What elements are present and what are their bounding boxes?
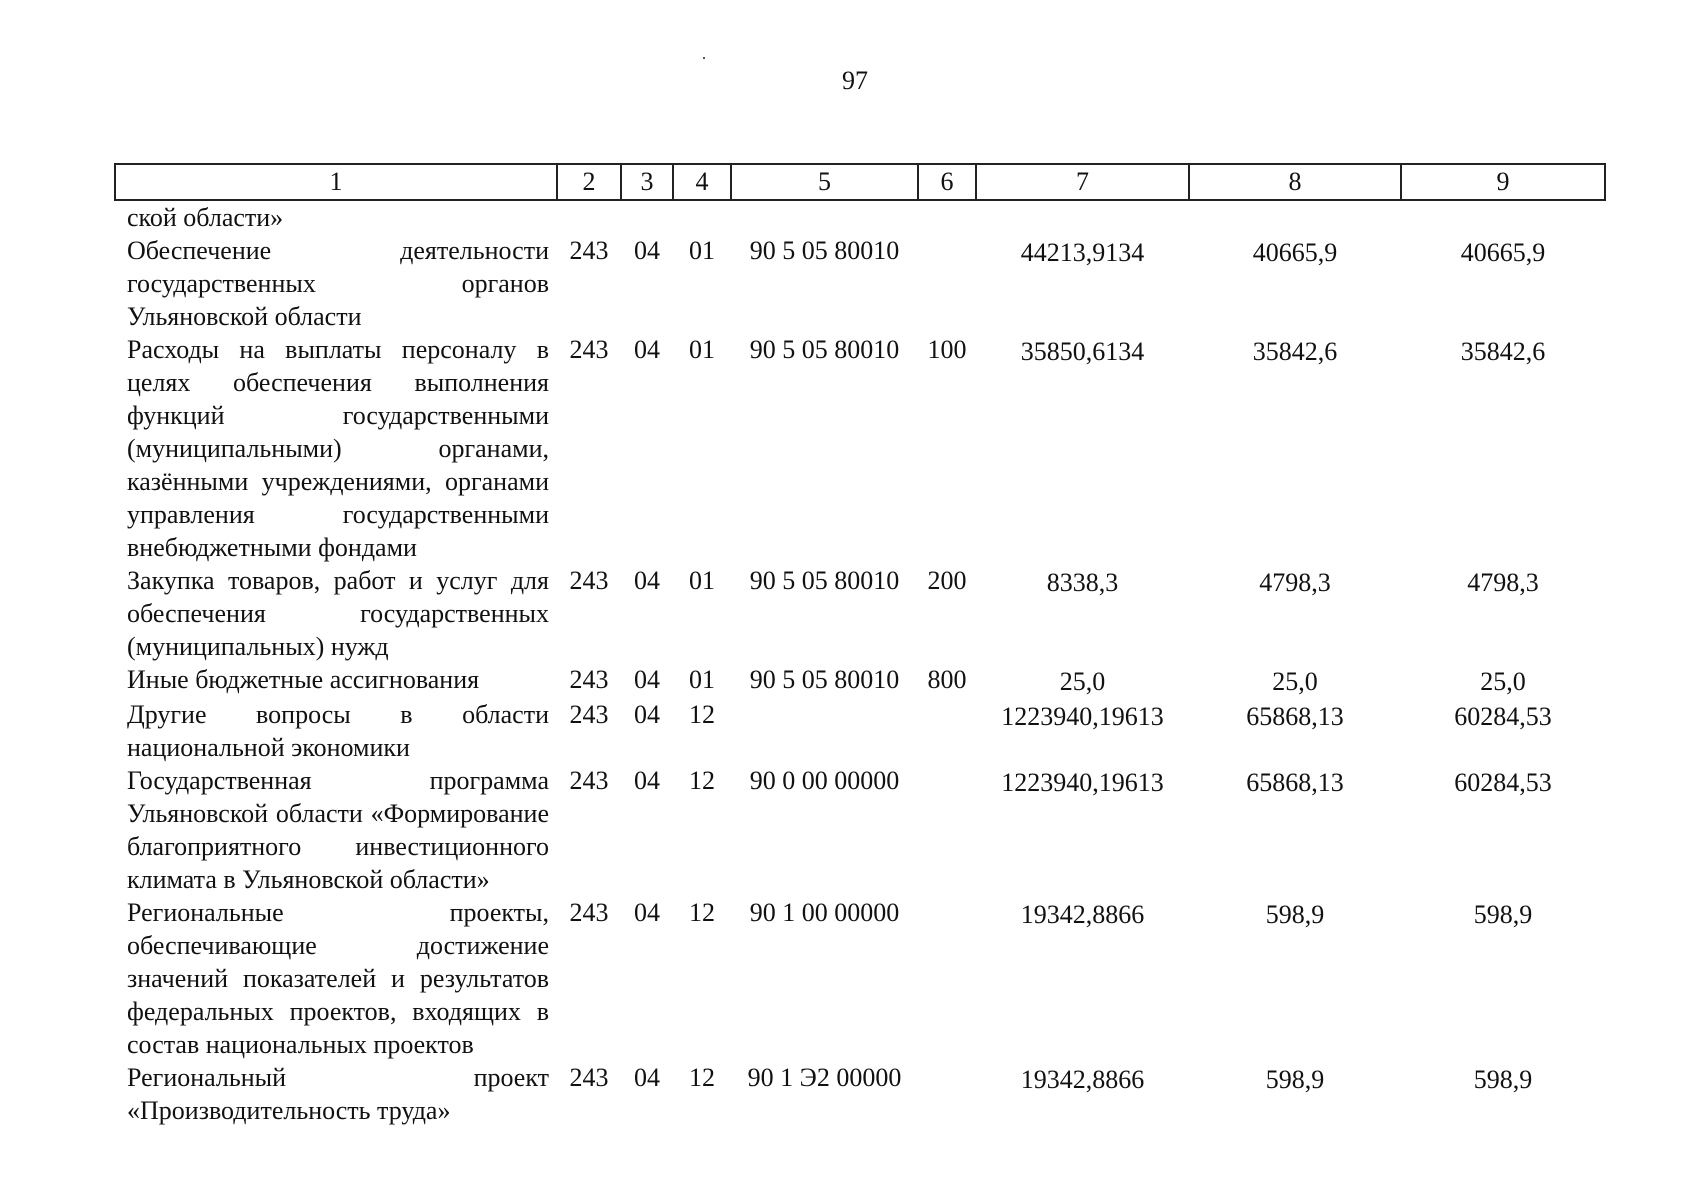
row-amount-col9: 40665,9 <box>1460 238 1546 267</box>
row-expense-type <box>918 698 976 764</box>
row-target-article: 90 5 05 80010 <box>749 665 900 694</box>
row-amount-col9: 35842,6 <box>1460 337 1546 366</box>
row-target-article: 90 0 00 00000 <box>749 766 900 795</box>
row-subsection-code: 12 <box>689 700 715 729</box>
row-amount-col8: 598,9 <box>1265 1065 1325 1094</box>
table-row <box>115 1061 1605 1127</box>
row-amount-col8: 4798,3 <box>1259 568 1331 597</box>
row-subsection-code: 12 <box>689 1063 715 1092</box>
row-name: Региональные проекты, обеспечивающие достижение значений показателей и результатов федеральных проектов, входящих в состав национальных проектов <box>127 898 549 1059</box>
row-name: Другие вопросы в области национальной экономики <box>127 700 549 762</box>
row-section-code: 04 <box>634 335 660 364</box>
table-row <box>115 896 1605 1061</box>
row-amount-col8: 35842,6 <box>1252 337 1338 366</box>
row-ministry-code: 243 <box>569 665 609 694</box>
table-row <box>115 200 1605 234</box>
row-amount-col8 <box>1189 200 1401 234</box>
row-target-article <box>731 200 918 234</box>
row-ministry-code: 243 <box>569 335 609 364</box>
row-expense-type <box>918 234 976 333</box>
row-ministry-code: 243 <box>569 766 609 795</box>
row-amount-col8: 65868,13 <box>1246 702 1344 731</box>
row-name: Государственная программа Ульяновской области «Формирование благоприятного инвестиционного климата в Ульяновской области» <box>127 766 549 894</box>
row-name: Закупка товаров, работ и услуг для обеспечения государственных (муниципальных) нужд <box>127 566 549 661</box>
row-expense-type: 800 <box>927 665 967 694</box>
row-expense-type <box>918 1061 976 1127</box>
header-col-2: 2 <box>557 164 621 200</box>
budget-table <box>114 163 1606 1127</box>
table-row <box>115 698 1605 764</box>
row-section-code: 04 <box>634 1063 660 1092</box>
row-subsection-code: 12 <box>689 766 715 795</box>
row-expense-type: 100 <box>927 335 967 364</box>
row-amount-col9: 4798,3 <box>1467 568 1539 597</box>
row-section-code: 04 <box>634 700 660 729</box>
row-name: Расходы на выплаты персоналу в целях обеспечения выполнения функций государственными (муниципальными) органами, казёнными учреждениями, органами управления государственными внебюджетными фондами <box>127 335 549 562</box>
header-col-3: 3 <box>621 164 673 200</box>
row-expense-type: 200 <box>927 566 967 595</box>
row-amount-col7: 8338,3 <box>1046 568 1119 597</box>
row-amount-col8: 25,0 <box>1272 667 1318 696</box>
row-amount-col7 <box>976 200 1189 234</box>
table-body <box>115 200 1605 1127</box>
table-row <box>115 333 1605 564</box>
row-target-article <box>731 698 918 764</box>
row-ministry-code: 243 <box>569 566 609 595</box>
header-col-5: 5 <box>731 164 918 200</box>
row-subsection-code: 01 <box>689 236 715 265</box>
row-target-article: 90 5 05 80010 <box>749 566 900 595</box>
row-amount-col7: 35850,6134 <box>1020 337 1145 366</box>
row-target-article: 90 1 Э2 00000 <box>747 1063 902 1092</box>
row-name: ской области» <box>127 203 284 232</box>
row-target-article: 90 5 05 80010 <box>749 335 900 364</box>
row-ministry-code <box>557 200 621 234</box>
row-expense-type <box>918 896 976 1061</box>
table-row <box>115 663 1605 698</box>
row-target-article: 90 1 00 00000 <box>749 898 900 927</box>
header-col-9: 9 <box>1401 164 1605 200</box>
scan-speck <box>703 57 705 59</box>
row-target-article: 90 5 05 80010 <box>749 236 900 265</box>
row-section-code <box>621 200 673 234</box>
row-amount-col8: 65868,13 <box>1246 768 1344 797</box>
row-amount-col9: 598,9 <box>1473 1065 1533 1094</box>
header-col-1: 1 <box>115 164 557 200</box>
row-section-code: 04 <box>634 898 660 927</box>
row-amount-col7: 19342,8866 <box>1020 900 1145 929</box>
row-amount-col9: 60284,53 <box>1454 768 1552 797</box>
row-amount-col7: 44213,9134 <box>1020 238 1145 267</box>
row-amount-col7: 19342,8866 <box>1020 1065 1145 1094</box>
row-amount-col8: 40665,9 <box>1252 238 1338 267</box>
row-subsection-code: 01 <box>689 335 715 364</box>
row-amount-col9 <box>1401 200 1605 234</box>
row-amount-col7: 1223940,19613 <box>1001 768 1164 797</box>
row-subsection-code: 12 <box>689 898 715 927</box>
row-subsection-code: 01 <box>689 566 715 595</box>
row-name: Региональный проект «Производительность труда» <box>127 1063 549 1125</box>
table-row <box>115 564 1605 663</box>
row-name: Иные бюджетные ассигнования <box>127 665 480 694</box>
header-col-8: 8 <box>1189 164 1401 200</box>
row-ministry-code: 243 <box>569 236 609 265</box>
header-col-7: 7 <box>976 164 1189 200</box>
table-row <box>115 764 1605 896</box>
row-amount-col7: 25,0 <box>1059 667 1106 696</box>
header-col-4: 4 <box>673 164 731 200</box>
row-amount-col9: 598,9 <box>1473 900 1533 929</box>
page-number: 97 <box>842 66 868 95</box>
row-amount-col9: 60284,53 <box>1454 702 1552 731</box>
table-header <box>115 164 1605 200</box>
row-amount-col7: 1223940,19613 <box>1001 702 1164 731</box>
row-ministry-code: 243 <box>569 1063 609 1092</box>
row-section-code: 04 <box>634 236 660 265</box>
row-section-code: 04 <box>634 566 660 595</box>
row-subsection-code: 01 <box>689 665 715 694</box>
row-name: Обеспечение деятельности государственных органов Ульяновской области <box>127 236 549 331</box>
header-row <box>115 164 1605 200</box>
header-col-6: 6 <box>918 164 976 200</box>
row-ministry-code: 243 <box>569 700 609 729</box>
table-row <box>115 234 1605 333</box>
row-amount-col9: 25,0 <box>1480 667 1526 696</box>
row-amount-col8: 598,9 <box>1265 900 1325 929</box>
row-section-code: 04 <box>634 766 660 795</box>
row-expense-type <box>918 764 976 896</box>
row-expense-type <box>918 200 976 234</box>
row-subsection-code <box>673 200 731 234</box>
row-ministry-code: 243 <box>569 898 609 927</box>
row-section-code: 04 <box>634 665 660 694</box>
